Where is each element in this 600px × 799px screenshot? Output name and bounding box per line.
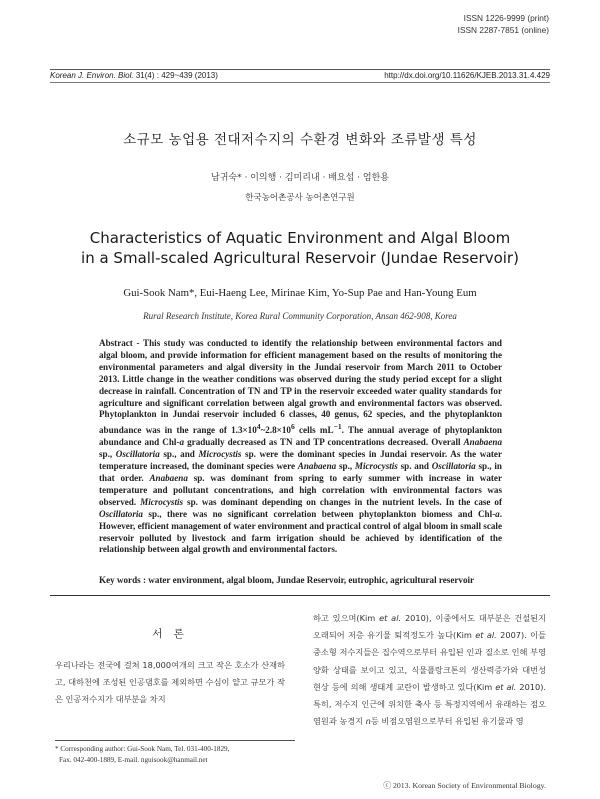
english-institution: Rural Research Institute, Korea Rural Community Corporation, Ansan 462-908, Korea xyxy=(143,311,457,321)
issn-block xyxy=(458,13,549,36)
footnote-line-2: Fax. 042-400-1889, E-mail. nguisook@hanmail.net xyxy=(59,755,208,764)
volume-pages: 31(4) : 429~439 (2013) xyxy=(135,71,218,80)
issn-online: ISSN 2287-7851 (online) xyxy=(457,24,549,35)
english-title-line-1: Characteristics of Aquatic Environment and Algal Bloom xyxy=(89,229,511,247)
issn-print: ISSN 1226-9999 (print) xyxy=(463,13,549,23)
introduction-text: 우리나라는 전국에 걸쳐 18,000여개의 크고 작은 호소가 산재하고, 대하천에 조성된 인공댐호를 제외하면 수심이 얕고 규모가 작은 인공저수지가 대부분을 차지 xyxy=(55,660,285,705)
korean-title: 소규모 농업용 전대저수지의 수환경 변화와 조류발생 특성 xyxy=(123,132,477,148)
journal-name: Korean J. Environ. Biol. xyxy=(50,71,134,80)
left-column xyxy=(55,606,285,709)
running-header xyxy=(50,69,550,83)
abstract: Abstract - This study was conducted to identify the relationship between environmental factors and algal bloom, and provide information for efficient management based on the results of monitoring the environmental parameters and algal diversity in the Jundai reservoir from March 2011 to October 2013. Little change in the weather conditions was observed during the study period except for a slight decrease in rainfall. Concentration of TN and TP in the reservoir exceeded water quality standards for agriculture and significant correlation between algal growth and environmental factors was observed. Phytoplankton in Jundai reservoir included 6 classes, 40 genus, 62 species, and the phytoplankton abundance was in the range of $1.3\times 10^4\sim 2.8\times 10^6$ cells $mL^{-1}$. The annual average of phytoplankton abundance and Chl-a gradually decreased as TN and TP concentrations decreased. Overall Anabaena sp., Oscillatoria sp., and Microcystis sp. were the dominant species in Jundai reservoir. As the water temperature increased, the dominant species were Anabaena sp., Microcystis sp. and Oscillatoria sp., in that order. Anabaena sp. was dominant from spring to early summer with increase in water temperature and pollutant concentrations, and high correlation with environmental factors was observed. Microcystis sp. was dominant depending on changes in the nutrient levels. In the case of Oscillatoria sp., there was no significant correlation between phytoplankton biomess and Chl-a. However, efficient management of water environment and practical control of algal bloom in small scale reservoir polluted by livestock and farm irrigation should be achieved by identification of the relationship between algal growth and environmental factors. xyxy=(99,338,503,555)
korean-authors: 남귀숙* · 이의행 · 김미리내 · 배요섭 · 엄한용 xyxy=(211,173,389,183)
english-title-line-2: in a Small-scaled Agricultural Reservoir (Jundae Reservoir) xyxy=(81,249,519,267)
korean-institution: 한국농어촌공사 농어촌연구원 xyxy=(245,193,355,203)
english-authors: Gui-Sook Nam*, Eui-Haeng Lee, Mirinae Kim, Yo-Sup Pae and Han-Young Eum xyxy=(123,287,477,299)
english-title xyxy=(0,228,600,268)
footnote-line-1: * Corresponding author: Gui-Sook Nam, Tel. 031-400-1829, xyxy=(55,745,230,753)
section-divider xyxy=(50,595,550,596)
corresponding-author-footnote xyxy=(55,740,295,765)
journal-citation xyxy=(50,70,218,82)
keywords: Key words : water environment, algal bloom, Jundae Reservoir, eutrophic, agricultural reservoir xyxy=(99,575,475,585)
doi-link[interactable]: http://dx.doi.org/10.11626/KJEB.2013.31.4.429 xyxy=(384,71,550,80)
introduction-heading: 서 론 xyxy=(152,628,188,640)
right-column-text: 하고 있으며(Kim et al. 2010), 이중에서도 대부분은 건설된지 오래되어 저층 유기물 퇴적정도가 높다(Kim et al. 2007). 이들 중소형 저수지들은 집수역으로부터 유입된 인과 질소로 인해 부영양화 상태를 보이고 있고, 식물플랑크톤의 생산력증가와 대번성 현상 등에 의해 생태계 교란이 발생하고 있다(Kim et al. 2010). 특히, 저수지 인근에 위치한 축사 등 특정지역에서 유래하는 점오염원과 농경지 n등 비점오염원으로부터 유입된 유기물과 영 xyxy=(313,613,546,727)
copyright: ⓒ 2013. Korean Society of Environmental Biology. xyxy=(383,781,546,790)
